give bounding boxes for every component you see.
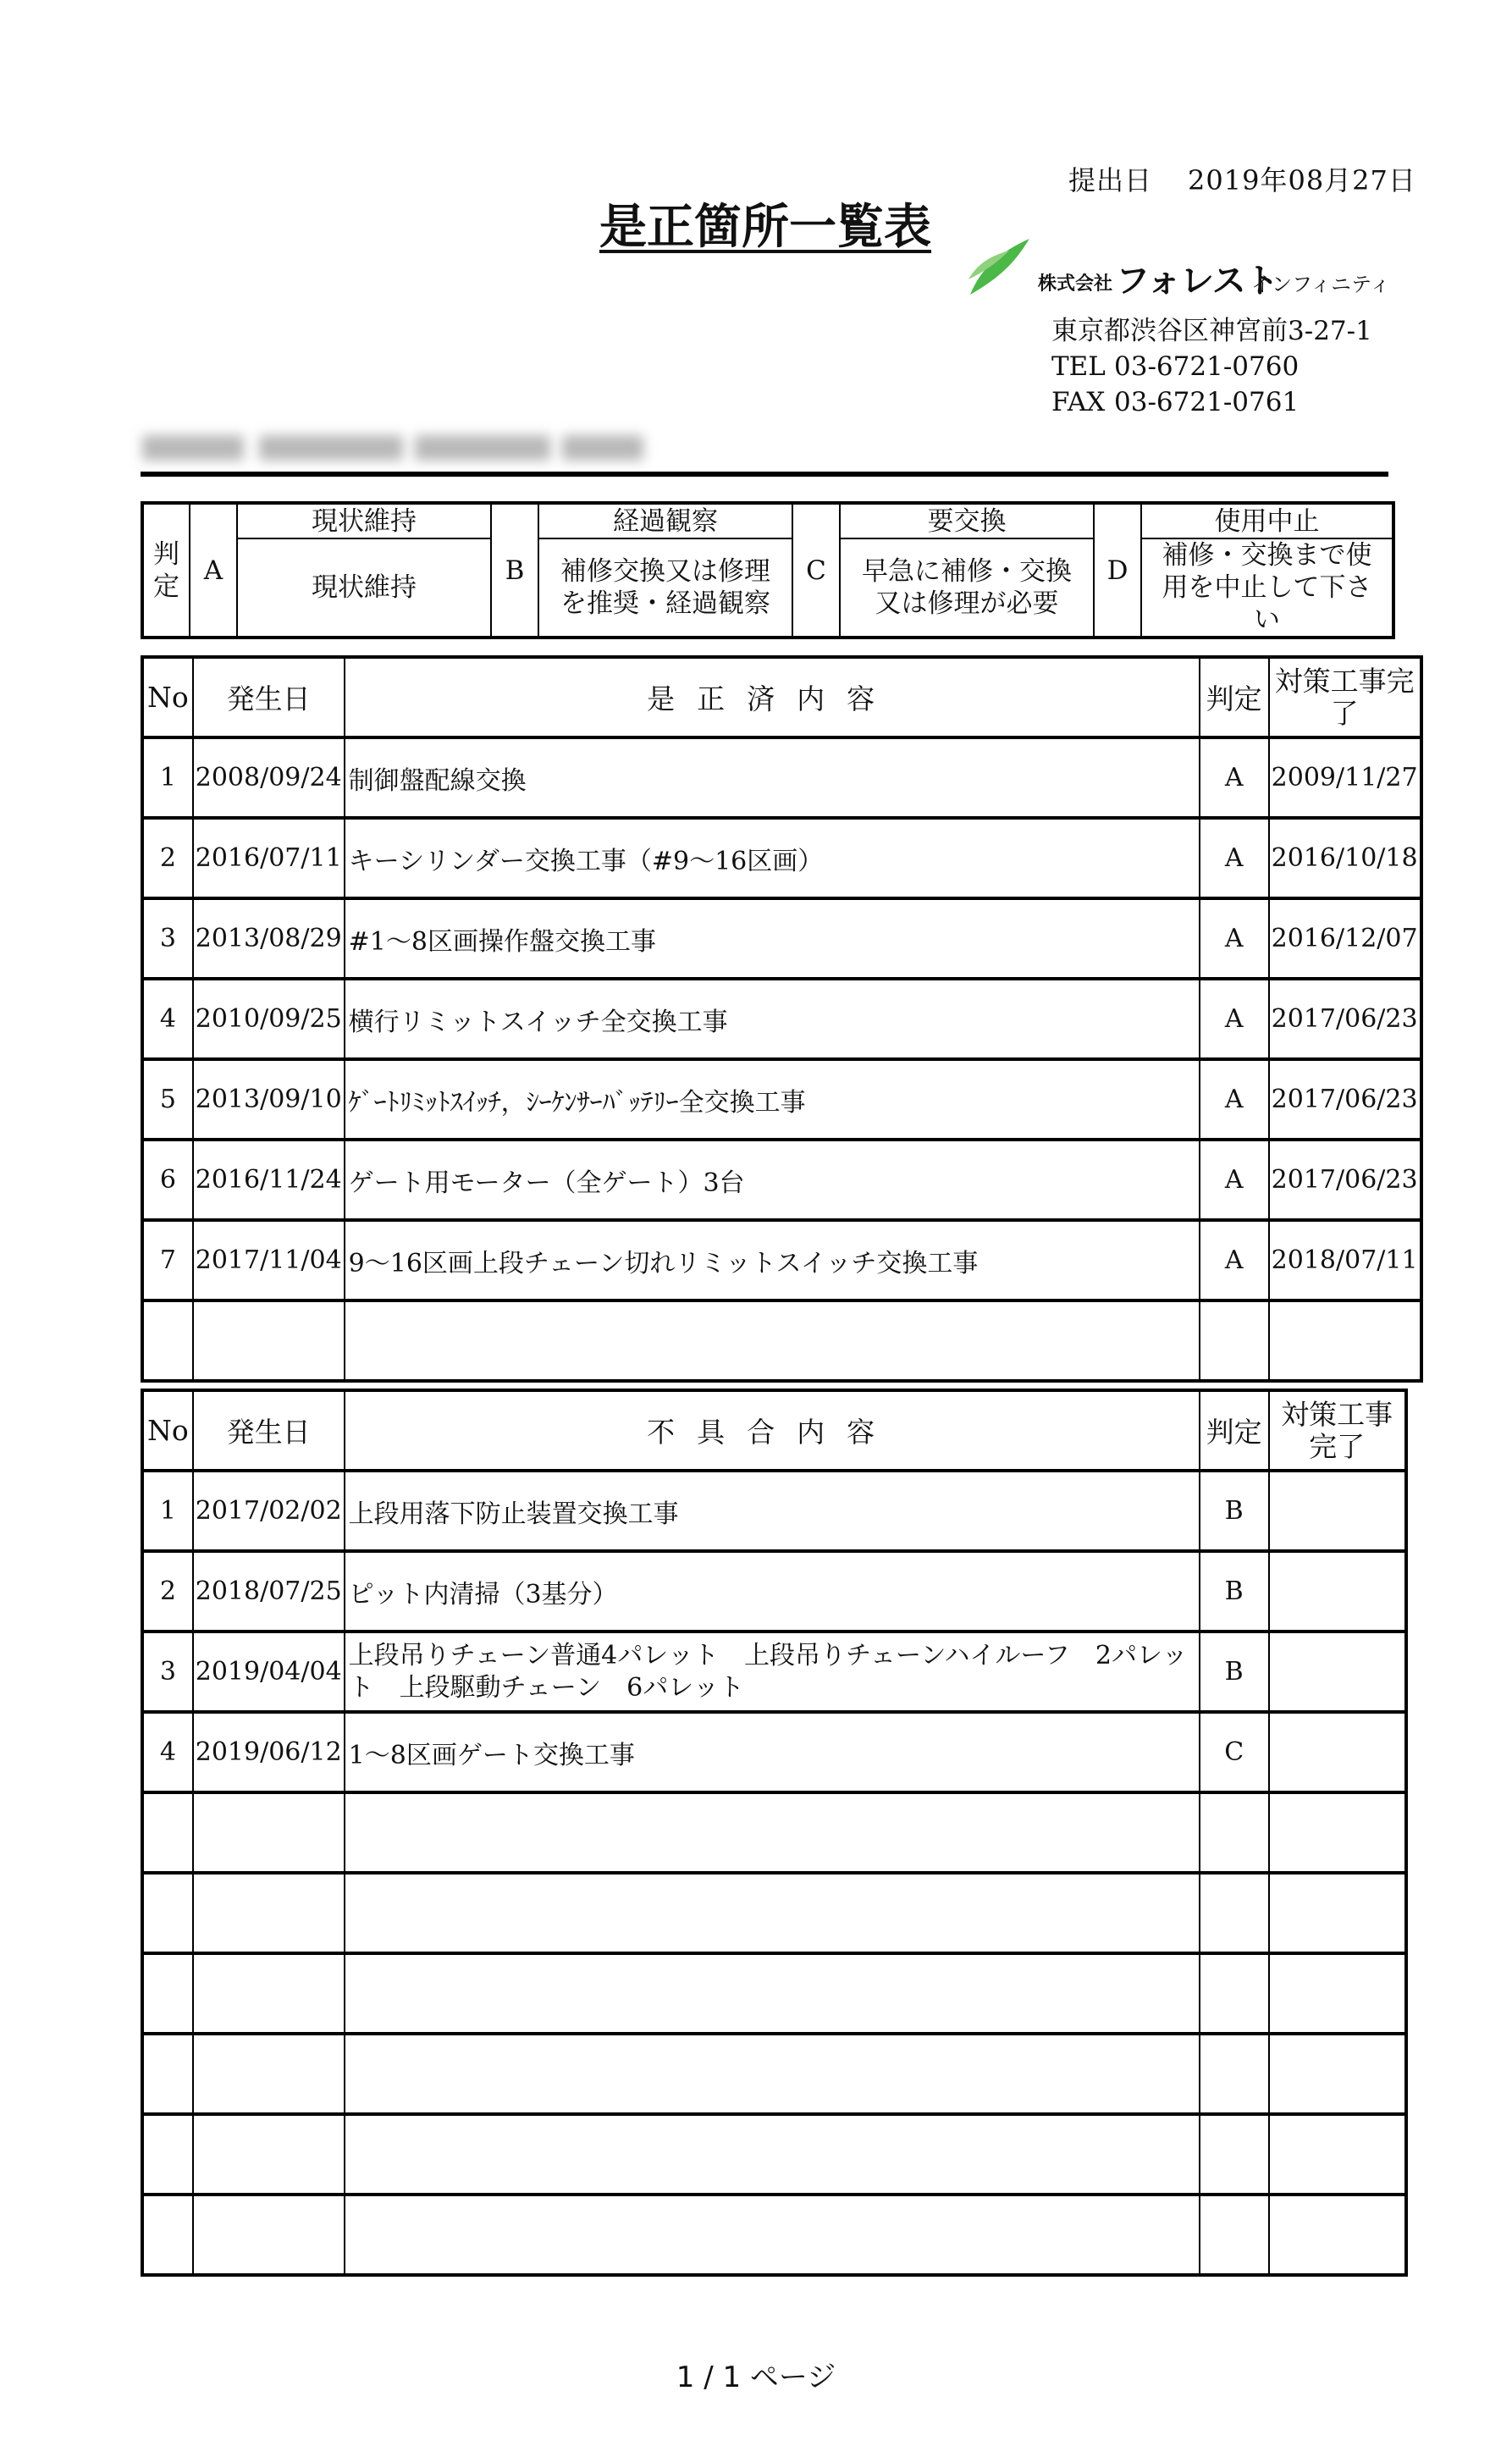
header-done: 対策工事完了	[1269, 1390, 1406, 1471]
cell-content: キーシリンダー交換工事（#9～16区画）	[345, 818, 1200, 898]
legend-desc-a: 現状維持	[237, 538, 491, 638]
cell-no: 1	[142, 737, 193, 818]
table-row	[142, 737, 1421, 818]
cell-done: 2017/06/23	[1269, 1059, 1421, 1140]
cell-judge	[1200, 1792, 1269, 1873]
cell-done	[1269, 1471, 1406, 1551]
cell-date: 2017/02/02	[193, 1471, 345, 1551]
cell-judge: A	[1200, 1059, 1269, 1140]
cell-date	[193, 1873, 345, 1953]
table-row	[142, 1792, 1406, 1873]
cell-done	[1269, 2114, 1406, 2195]
cell-content	[345, 2195, 1200, 2275]
table-row	[142, 1140, 1421, 1220]
company-address: 東京都渋谷区神宮前3-27-1	[1051, 316, 1372, 346]
cell-judge	[1200, 1300, 1269, 1381]
cell-date: 2008/09/24	[193, 737, 345, 818]
cell-no: 3	[142, 898, 193, 979]
company-address-block	[1051, 313, 1372, 420]
cell-no: 4	[142, 979, 193, 1059]
header-date: 発生日	[193, 1390, 345, 1471]
cell-done	[1269, 1712, 1406, 1792]
cell-no	[142, 1300, 193, 1381]
tel-label: TEL	[1051, 351, 1106, 382]
cell-judge: A	[1200, 1220, 1269, 1300]
cell-done: 2018/07/11	[1269, 1220, 1421, 1300]
cell-judge: A	[1200, 1140, 1269, 1220]
header-no: No	[142, 1390, 193, 1471]
legend-title-b: 経過観察	[538, 503, 792, 538]
table-row	[142, 1873, 1406, 1953]
company-prefix: 株式会社	[1038, 273, 1113, 295]
submit-date	[1068, 159, 1416, 198]
page-title: 是正箇所一覧表	[599, 200, 931, 255]
cell-judge: B	[1200, 1632, 1269, 1712]
company-name: フォレスト	[1116, 262, 1278, 301]
cell-judge: B	[1200, 1551, 1269, 1632]
cell-date: 2010/09/25	[193, 979, 345, 1059]
submit-date-label: 提出日	[1068, 164, 1153, 196]
cell-date	[193, 2034, 345, 2114]
company-fax	[1051, 384, 1372, 420]
cell-date	[193, 1792, 345, 1873]
cell-no: 5	[142, 1059, 193, 1140]
table-row	[142, 2114, 1406, 2195]
cell-done	[1269, 2195, 1406, 2275]
cell-done	[1269, 2034, 1406, 2114]
cell-no	[142, 1873, 193, 1953]
cell-done	[1269, 1953, 1406, 2034]
table-row	[142, 2195, 1406, 2275]
cell-content	[345, 1873, 1200, 1953]
cell-done	[1269, 1551, 1406, 1632]
legend-code-d: D	[1094, 503, 1141, 638]
cell-no: 2	[142, 1551, 193, 1632]
cell-done	[1269, 1873, 1406, 1953]
header-judge: 判定	[1200, 1390, 1269, 1471]
cell-date: 2016/11/24	[193, 1140, 345, 1220]
cell-no	[142, 2195, 193, 2275]
cell-date: 2016/07/11	[193, 818, 345, 898]
header-done: 対策工事完了	[1269, 657, 1421, 737]
cell-no	[142, 1792, 193, 1873]
cell-judge	[1200, 1953, 1269, 2034]
table-row	[142, 898, 1421, 979]
cell-content: ｹﾞｰﾄﾘﾐｯﾄｽｲｯﾁ，ｼｰｹﾝｻｰﾊﾞｯﾃﾘｰ全交換工事	[345, 1059, 1200, 1140]
cell-content	[345, 2034, 1200, 2114]
cell-date	[193, 1953, 345, 2034]
cell-judge: B	[1200, 1471, 1269, 1551]
cell-date: 2017/11/04	[193, 1220, 345, 1300]
cell-date: 2013/09/10	[193, 1059, 345, 1140]
corrected-items-table	[141, 655, 1423, 1383]
cell-done: 2016/12/07	[1269, 898, 1421, 979]
cell-judge: A	[1200, 979, 1269, 1059]
cell-content	[345, 1953, 1200, 2034]
cell-content: 上段吊りチェーン普通4パレット 上段吊りチェーンハイルーフ 2パレット 上段駆動チェーン 6パレット	[345, 1632, 1200, 1712]
legend-desc-c: 早急に補修・交換又は修理が必要	[840, 538, 1094, 638]
cell-content: ピット内清掃（3基分）	[345, 1551, 1200, 1632]
table-row	[142, 1632, 1406, 1712]
page-number: 1 / 1 ページ	[676, 2360, 836, 2394]
legend-code-a: A	[190, 503, 237, 638]
cell-no	[142, 1953, 193, 2034]
cell-done: 2017/06/23	[1269, 1140, 1421, 1220]
cell-no: 7	[142, 1220, 193, 1300]
cell-judge: A	[1200, 818, 1269, 898]
cell-no: 3	[142, 1632, 193, 1712]
company-logo	[965, 235, 1391, 303]
table-row	[142, 1471, 1406, 1551]
header-judge: 判定	[1200, 657, 1269, 737]
cell-judge: C	[1200, 1712, 1269, 1792]
judgement-legend	[141, 501, 1395, 639]
cell-judge	[1200, 1873, 1269, 1953]
cell-done: 2016/10/18	[1269, 818, 1421, 898]
defect-items-table	[141, 1389, 1408, 2277]
legend-title-d: 使用中止	[1141, 503, 1393, 538]
cell-judge	[1200, 2034, 1269, 2114]
cell-date	[193, 2114, 345, 2195]
cell-no: 1	[142, 1471, 193, 1551]
cell-no: 4	[142, 1712, 193, 1792]
table-row	[142, 818, 1421, 898]
fax-label: FAX	[1051, 387, 1106, 417]
cell-judge: A	[1200, 737, 1269, 818]
table-header-row	[142, 657, 1421, 737]
legend-title-c: 要交換	[840, 503, 1094, 538]
fax-value: 03-6721-0761	[1114, 387, 1300, 417]
client-name-redacted	[142, 428, 660, 466]
cell-content: 9～16区画上段チェーン切れリミットスイッチ交換工事	[345, 1220, 1200, 1300]
legend-label: 判定	[142, 503, 190, 638]
tel-value: 03-6721-0760	[1114, 351, 1300, 382]
cell-date: 2018/07/25	[193, 1551, 345, 1632]
table-row	[142, 1059, 1421, 1140]
table-row	[142, 2034, 1406, 2114]
cell-done	[1269, 1300, 1421, 1381]
legend-code-b: B	[491, 503, 538, 638]
header-content: 是正済内容	[345, 657, 1200, 737]
table-row	[142, 1712, 1406, 1792]
cell-date: 2013/08/29	[193, 898, 345, 979]
cell-no: 2	[142, 818, 193, 898]
cell-content: #1～8区画操作盤交換工事	[345, 898, 1200, 979]
leaf-logo-icon	[965, 235, 1033, 300]
cell-content: ゲート用モーター（全ゲート）3台	[345, 1140, 1200, 1220]
cell-no	[142, 2114, 193, 2195]
legend-desc-b: 補修交換又は修理を推奨・経過観察	[538, 538, 792, 638]
legend-code-c: C	[792, 503, 840, 638]
cell-no	[142, 2034, 193, 2114]
header-date: 発生日	[193, 657, 345, 737]
company-tel	[1051, 349, 1372, 384]
cell-done: 2009/11/27	[1269, 737, 1421, 818]
cell-content: 制御盤配線交換	[345, 737, 1200, 818]
cell-content	[345, 2114, 1200, 2195]
header-content: 不具合内容	[345, 1390, 1200, 1471]
cell-no: 6	[142, 1140, 193, 1220]
cell-date: 2019/04/04	[193, 1632, 345, 1712]
cell-date	[193, 2195, 345, 2275]
cell-judge: A	[1200, 898, 1269, 979]
legend-title-a: 現状維持	[237, 503, 491, 538]
cell-judge	[1200, 2114, 1269, 2195]
cell-date	[193, 1300, 345, 1381]
legend-desc-d: 補修・交換まで使用を中止して下さい	[1141, 538, 1393, 638]
table-row	[142, 1220, 1421, 1300]
cell-done	[1269, 1632, 1406, 1712]
cell-content: 上段用落下防止装置交換工事	[345, 1471, 1200, 1551]
company-suffix: インフィニティ	[1251, 273, 1391, 296]
cell-done	[1269, 1792, 1406, 1873]
table-row	[142, 979, 1421, 1059]
table-header-row	[142, 1390, 1406, 1471]
header-no: No	[142, 657, 193, 737]
header-divider	[141, 472, 1388, 477]
cell-content: 横行リミットスイッチ全交換工事	[345, 979, 1200, 1059]
submit-date-value: 2019年08月27日	[1188, 164, 1416, 196]
cell-date: 2019/06/12	[193, 1712, 345, 1792]
cell-content	[345, 1792, 1200, 1873]
table-row	[142, 1300, 1421, 1381]
cell-content: 1～8区画ゲート交換工事	[345, 1712, 1200, 1792]
cell-done: 2017/06/23	[1269, 979, 1421, 1059]
cell-judge	[1200, 2195, 1269, 2275]
table-row	[142, 1953, 1406, 2034]
table-row	[142, 1551, 1406, 1632]
cell-content	[345, 1300, 1200, 1381]
